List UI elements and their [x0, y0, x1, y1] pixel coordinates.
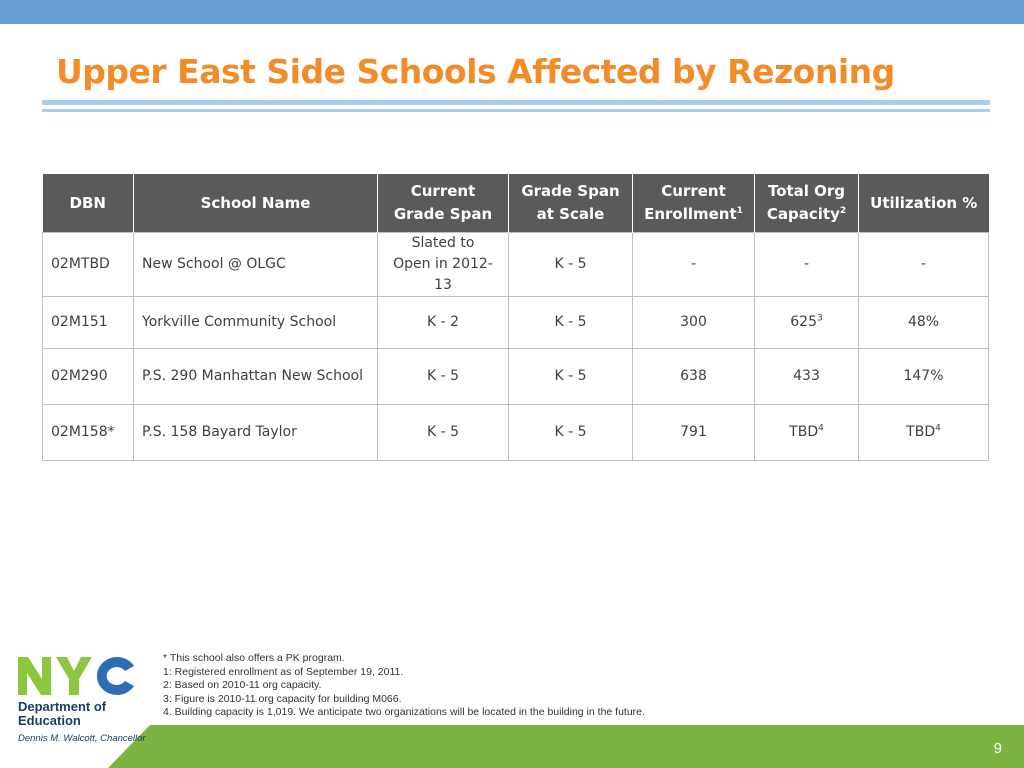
header-current-grade-span: Current Grade Span: [378, 174, 509, 233]
table-row: [43, 233, 989, 297]
footnotes: [163, 652, 645, 720]
table-header-row: [43, 174, 989, 233]
cell-school-name: New School @ OLGC: [134, 233, 378, 297]
footnote: 3: Figure is 2010-11 org capacity for building M066.: [163, 692, 402, 705]
cell-current-enrollment: 638: [633, 349, 755, 405]
cell-school-name: P.S. 158 Bayard Taylor: [134, 405, 378, 461]
cell-current-enrollment: 300: [633, 297, 755, 349]
table-row: [43, 349, 989, 405]
cell-utilization: -: [859, 233, 989, 297]
cell-dbn: 02M158*: [43, 405, 134, 461]
title-rule: [42, 100, 990, 105]
nyc-logo-icon: [16, 655, 140, 697]
cell-utilization: TBD$^4$: [859, 405, 989, 461]
cell-dbn: 02MTBD: [43, 233, 134, 297]
cell-dbn: 02M290: [43, 349, 134, 405]
footnote: 2: Based on 2010-11 org capacity.: [163, 679, 322, 691]
footnote: 4. Building capacity is 1,019. We anticipate two organizations will be located in the building in the future.: [163, 706, 645, 718]
table-row: [43, 297, 989, 349]
header-dbn: DBN: [43, 174, 134, 233]
department-name: [18, 700, 106, 728]
footnote: * This school also offers a PK program.: [163, 652, 345, 664]
table-row: [43, 405, 989, 461]
cell-current-grade-span: K - 5: [378, 405, 509, 461]
cell-total-org-capacity: -: [755, 233, 859, 297]
cell-current-grade-span: K - 2: [378, 297, 509, 349]
cell-grade-span-at-scale: K - 5: [509, 405, 633, 461]
cell-grade-span-at-scale: K - 5: [509, 297, 633, 349]
title-rule-secondary: [42, 109, 990, 112]
cell-total-org-capacity: TBD$^4$: [755, 405, 859, 461]
cell-school-name: P.S. 290 Manhattan New School: [134, 349, 378, 405]
header-total-org-capacity: Total Org Capacity$^2$: [755, 174, 859, 233]
footer-band: [0, 725, 1024, 768]
header-utilization: Utilization %: [859, 174, 989, 233]
footnote: 1: Registered enrollment as of September 19, 2011.: [163, 665, 404, 678]
schools-table: [42, 174, 989, 461]
header-current-enrollment: Current Enrollment$^1$: [633, 174, 755, 233]
cell-grade-span-at-scale: K - 5: [509, 233, 633, 297]
page-title: Upper East Side Schools Affected by Rezoning: [56, 52, 895, 91]
cell-utilization: 147%: [859, 349, 989, 405]
department-line: Education: [18, 713, 81, 728]
chancellor-name: Dennis M. Walcott, Chancellor: [18, 733, 146, 744]
cell-dbn: 02M151: [43, 297, 134, 349]
svg-text:NYC: NYC: [16, 655, 19, 656]
cell-grade-span-at-scale: K - 5: [509, 349, 633, 405]
cell-current-grade-span: K - 5: [378, 349, 509, 405]
header-school-name: School Name: [134, 174, 378, 233]
cell-total-org-capacity: 433: [755, 349, 859, 405]
department-line: Department of: [18, 699, 107, 714]
header-grade-span-at-scale: Grade Span at Scale: [509, 174, 633, 233]
cell-utilization: 48%: [859, 297, 989, 349]
page-number: 9: [993, 740, 1002, 757]
cell-school-name: Yorkville Community School: [134, 297, 378, 349]
top-bar: [0, 0, 1024, 24]
cell-current-enrollment: 791: [633, 405, 755, 461]
cell-current-enrollment: -: [633, 233, 755, 297]
cell-total-org-capacity: $625^3$: [755, 297, 859, 349]
cell-current-grade-span: Slated to Open in 2012-13: [378, 233, 509, 297]
